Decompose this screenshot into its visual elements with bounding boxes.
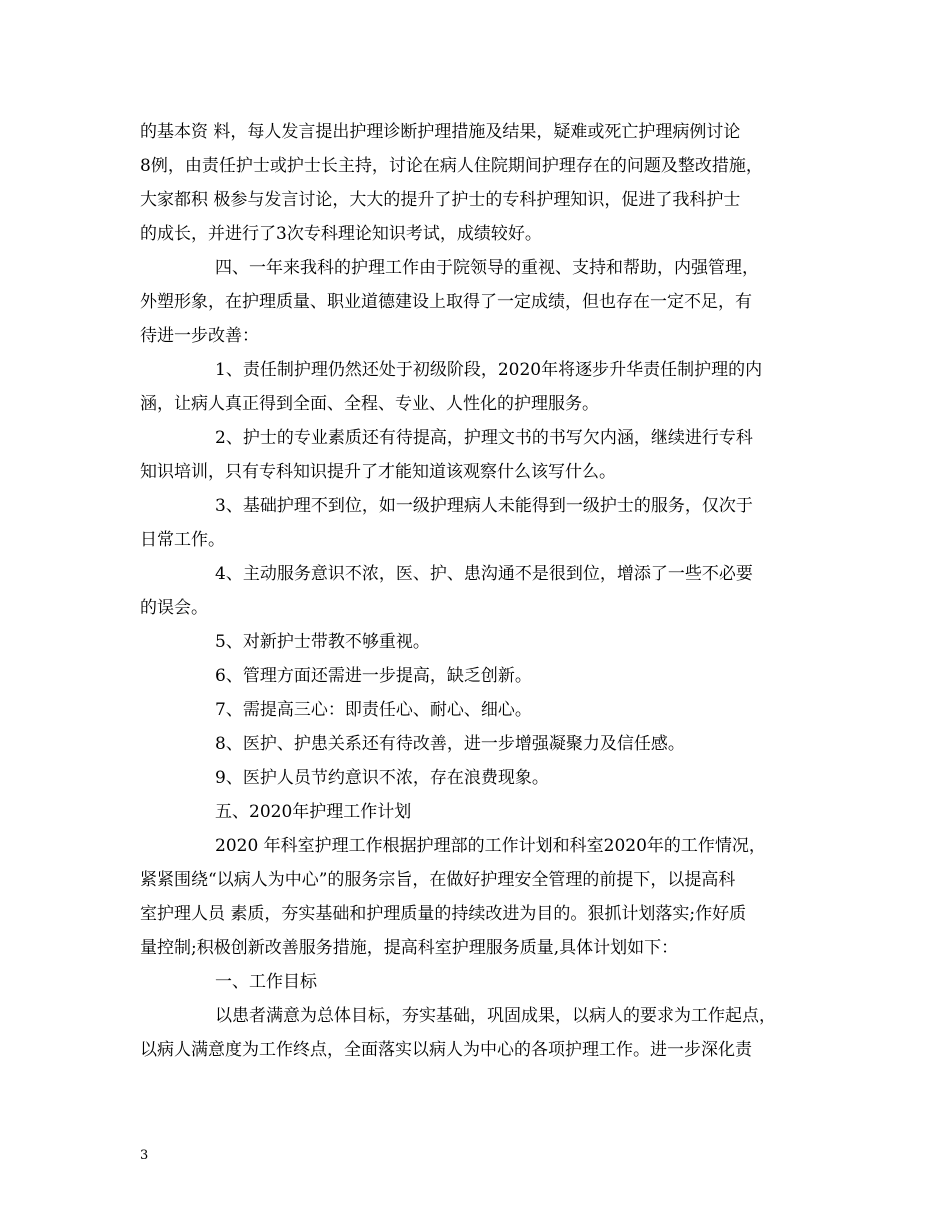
text-line: 量控制;积极创新改善服务措施，提高科室护理服务质量,具体计划如下： — [140, 938, 679, 958]
text-line: 待进一步改善： — [140, 326, 259, 346]
text-line: 1、责任制护理仍然还处于初级阶段，2020年将逐步升华责任制护理的内 — [215, 360, 763, 380]
text-line: 2020 年科室护理工作根据护理部的工作计划和科室2020年的工作情况， — [215, 836, 766, 856]
text-line: 5、对新护士带教不够重视。 — [215, 632, 430, 652]
text-line: 3、基础护理不到位，如一级护理病人未能得到一级护士的服务，仅次于 — [215, 496, 753, 516]
text-line: 涵，让病人真正得到全面、全程、专业、人性化的护理服务。 — [140, 394, 599, 414]
text-line: 的成长，并进行了3次专科理论知识考试，成绩较好。 — [140, 224, 542, 244]
text-line: 2、护士的专业素质还有待提高，护理文书的书写欠内涵，继续进行专科 — [215, 428, 753, 448]
text-line: 大家都积 极参与发言讨论，大大的提升了护士的专科护理知识，促进了我科护士 — [140, 190, 741, 210]
text-line: 日常工作。 — [140, 530, 225, 550]
text-line: 的误会。 — [140, 598, 208, 618]
text-line: 知识培训，只有专科知识提升了才能知道该观察什么该写什么。 — [140, 462, 616, 482]
text-line: 以病人满意度为工作终点，全面落实以病人为中心的各项护理工作。进一步深化责 — [140, 1040, 752, 1060]
section-heading: 五、2020年护理工作计划 — [215, 802, 412, 822]
text-line: 的基本资 料，每人发言提出护理诊断护理措施及结果，疑难或死亡护理病例讨论 — [140, 122, 741, 142]
text-line: 9、医护人员节约意识不浓，存在浪费现象。 — [215, 768, 549, 788]
text-line: 外塑形象，在护理质量、职业道德建设上取得了一定成绩，但也存在一定不足，有 — [140, 292, 752, 312]
section-heading: 一、工作目标 — [215, 972, 317, 992]
text-line: 4、主动服务意识不浓，医、护、患沟通不是很到位，增添了一些不必要 — [215, 564, 753, 584]
text-line: 紧紧围绕“以病人为中心”的服务宗旨，在做好护理安全管理的前提下，以提高科 — [140, 870, 736, 890]
text-line: 室护理人员 素质，夯实基础和护理质量的持续改进为目的。狠抓计划落实;作好质 — [140, 904, 747, 924]
text-line: 以患者满意为总体目标，夯实基础，巩固成果，以病人的要求为工作起点， — [215, 1006, 776, 1026]
text-line: 8例，由责任护士或护士长主持，讨论在病人住院期间护理存在的问题及整改措施， — [140, 156, 763, 176]
text-line: 6、管理方面还需进一步提高，缺乏创新。 — [215, 666, 532, 686]
text-line: 7、需提高三心：即责任心、耐心、细心。 — [215, 700, 532, 720]
page-number: 3 — [140, 1148, 149, 1163]
text-line: 8、医护、护患关系还有待改善，进一步增强凝聚力及信任感。 — [215, 734, 685, 754]
text-line: 四、一年来我科的护理工作由于院领导的重视、支持和帮助，内强管理， — [215, 258, 759, 278]
